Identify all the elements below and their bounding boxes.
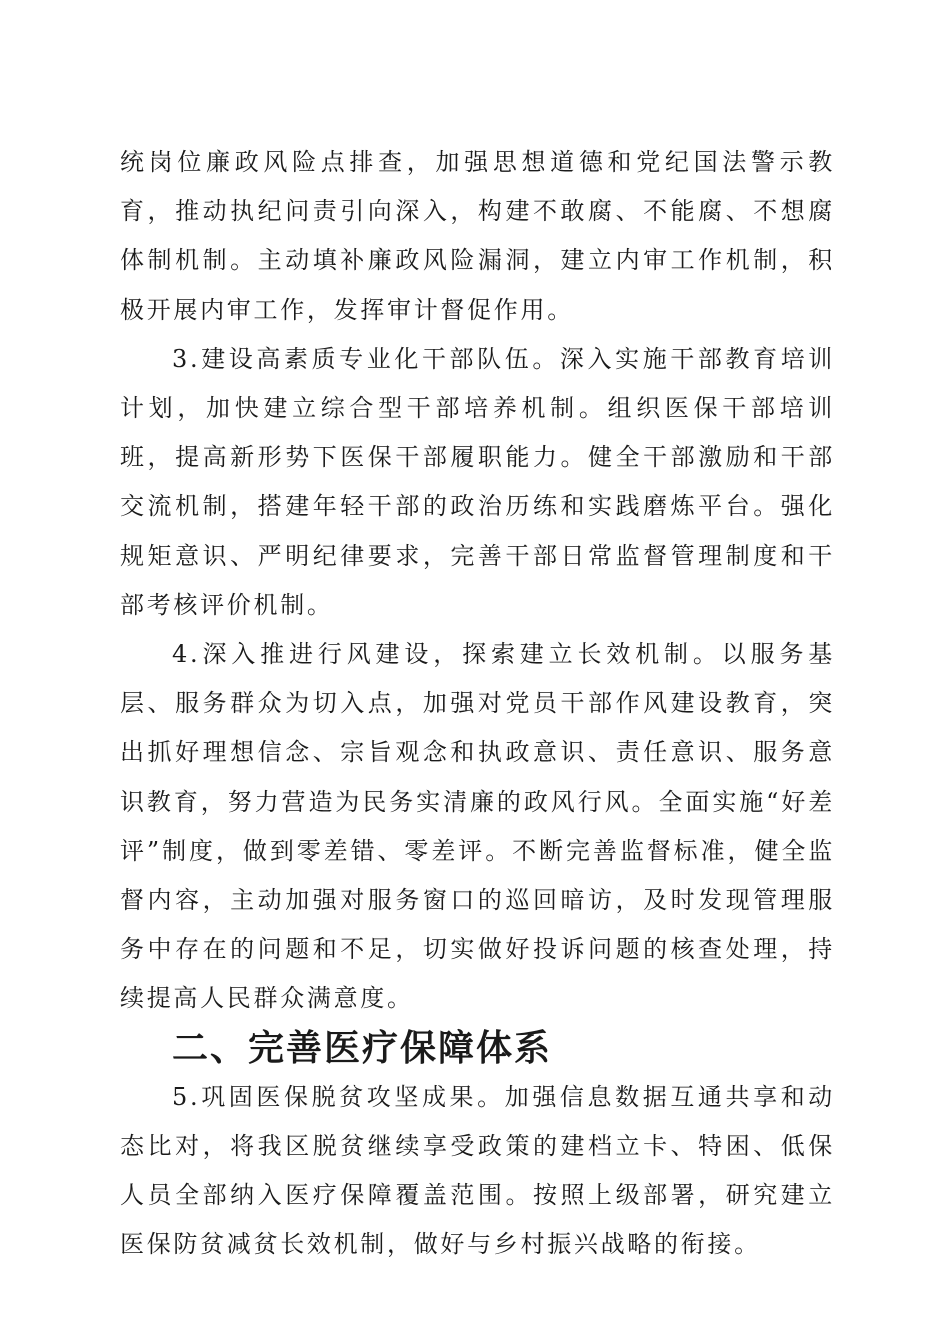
section-heading: 二、完善医疗保障体系 [172, 1027, 553, 1069]
paragraph-continuation: 统岗位廉政风险点排查，加强思想道德和党纪国法警示教育，推动执纪问责引向深入，构建不敢腐、不能腐、不想腐体制机制。主动填补廉政风险漏洞，建立内审工作机制，积极开展内审工作，发挥审计督促作用。 [120, 148, 835, 324]
paragraph-item-4: 4.深入推进行风建设，探索建立长效机制。以服务基层、服务群众为切入点，加强对党员干部作风建设教育，突出抓好理想信念、宗旨观念和执政意识、责任意识、服务意识教育，努力营造为民务实清廉的政风行风。全面实施“好差评”制度，做到零差错、零差评。不断完善监督标准，健全监督内容，主动加强对服务窗口的巡回暗访，及时发现管理服务中存在的问题和不足，切实做好投诉问题的核查处理，持续提高人民群众满意度。 [120, 640, 835, 1013]
paragraph-item-3: 3.建设高素质专业化干部队伍。深入实施干部教育培训计划，加快建立综合型干部培养机制。组织医保干部培训班，提高新形势下医保干部履职能力。健全干部激励和干部交流机制，搭建年轻干部的政治历练和实践磨炼平台。强化规矩意识、严明纪律要求，完善干部日常监督管理制度和干部考核评价机制。 [120, 344, 835, 619]
document-body [120, 138, 835, 1270]
paragraph-item-5: 5.巩固医保脱贫攻坚成果。加强信息数据互通共享和动态比对，将我区脱贫继续享受政策的建档立卡、特困、低保人员全部纳入医疗保障覆盖范围。按照上级部署，研究建立医保防贫减贫长效机制，做好与乡村振兴战略的衔接。 [120, 1082, 835, 1259]
